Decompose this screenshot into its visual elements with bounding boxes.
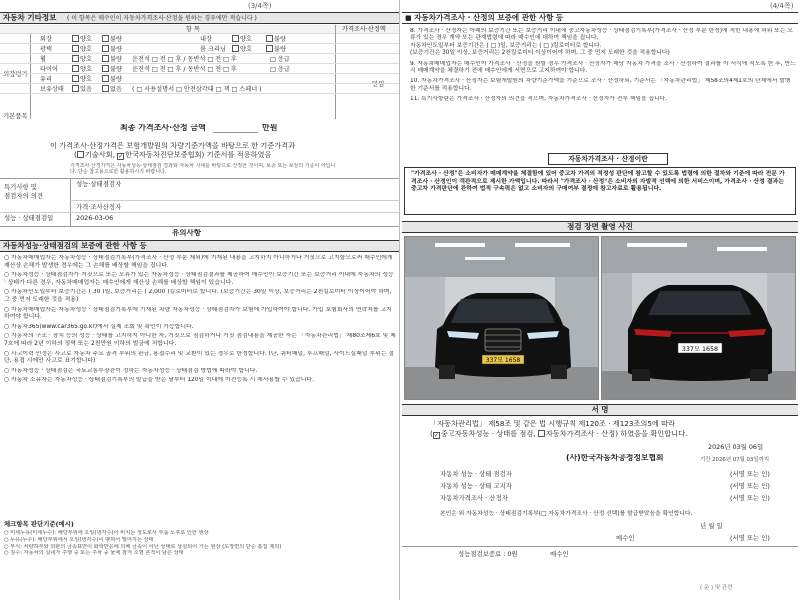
divider bbox=[402, 546, 798, 547]
bottom-note: ( 운 ) 및 관련 bbox=[700, 585, 733, 591]
row-label: 내장 bbox=[200, 36, 212, 43]
table-row bbox=[0, 45, 400, 54]
table-row bbox=[0, 85, 400, 94]
section-title-price-warranty bbox=[402, 12, 798, 24]
result-unit: 만원 bbox=[372, 80, 385, 88]
checkbox[interactable] bbox=[232, 35, 239, 42]
row-label: 보유상태 bbox=[40, 86, 64, 93]
year: 2026년 bbox=[708, 443, 731, 451]
price-paragraphs bbox=[410, 28, 796, 107]
checkbox[interactable] bbox=[266, 45, 273, 52]
checkbox[interactable] bbox=[72, 45, 79, 52]
buyer-label: 매수인 bbox=[616, 534, 635, 542]
section-title-warranty bbox=[0, 240, 400, 252]
license-plate: 337모 1658 bbox=[485, 357, 521, 364]
basis-option-2: 한국자동차진단보증협회) 기준서를 적용하였음 bbox=[125, 151, 272, 159]
page-number: (3/4쪽) bbox=[248, 2, 272, 10]
table-header bbox=[0, 25, 400, 34]
fine-print: 가격조사·산정가격은 자동차성능·상태점검 결과와 자동차 시세를 바탕으로 산정한 것이며, 보증 또는 보상의 기준이 아닙니다. 단순 참고용으로만 활용하시기 바랍니다. bbox=[70, 163, 336, 175]
table-row bbox=[0, 55, 400, 64]
paragraph: ○ 자동차성능 · 상태점검자가 거짓으로 또는 오류가 있는 자동차성능 · 상태점검결과를 제공하여 매수인이 보증기간 또는 보증거리 이내에 자동차의 성능 · 상태가 다른 경우, 자동차매매업자는 매수인에게 재산상 손해를 배상할 책임이 있습니다. bbox=[4, 272, 394, 286]
law-reference: 「자동차관리법」 제58조 및 같은 법 시행규칙 제120조 · 제123조의5에 따라 bbox=[430, 420, 676, 428]
checkbox-checked[interactable]: ✓ bbox=[433, 432, 439, 439]
confirmation-line: (✓ 중고자동차성능 · 상태를 점검, 자동차가격조사 · 산정) 하였음을 확인합니다. bbox=[430, 430, 688, 439]
license-plate: 337모 1658 bbox=[681, 346, 719, 353]
checkbox[interactable] bbox=[102, 65, 109, 72]
sign-date bbox=[708, 443, 763, 452]
total-unit: 만원 bbox=[262, 124, 278, 132]
checkbox[interactable] bbox=[102, 85, 109, 92]
urgent-option: □ 응급 bbox=[270, 66, 290, 73]
option-label: 양호 bbox=[80, 66, 92, 73]
basis-line-1: 이 가격조사·산정가격은 보험개발원의 차량기준가액을 바탕으로 한 기준가격과 bbox=[50, 142, 296, 150]
legend-item: ○ 누유(누수): 해당부위에서 오일(냉각수)이 맺혀서 떨어지는 상태 bbox=[4, 536, 154, 543]
divider bbox=[70, 200, 400, 201]
option-label: 양호 bbox=[240, 36, 252, 43]
info-box-text: "가격조사 · 산정"은 소비자가 매매계약을 체결함에 있어 중고차 가격의 적정성 판단에 참고할 수 있도록 법령에 의한 절차와 기준에 따라 전문 가격조사 · 산정인이 객관적으로 제시한 가액입니다. 따라서 "가격조사 · 산정"은 소비자의 자발적 선택에 의한 서비스이며, 가격조사 · 산정 결과는 중고차 가격판단에 관하여 법적 구속력은 없고 소비자의 구매여부 결정에 참고자료로 활용됩니다. bbox=[411, 171, 785, 192]
checkbox[interactable] bbox=[538, 430, 545, 437]
checkbox[interactable] bbox=[72, 35, 79, 42]
option-label: 불량 bbox=[274, 36, 286, 43]
inspection-photo-front bbox=[404, 236, 599, 400]
paragraph: ○ 자동차 소유자는 자동차성능 · 상태점검기록부의 발급을 받은 날부터 120일 이내에 이전등록 시 재사용할 수 있습니다. bbox=[4, 377, 314, 384]
table-row bbox=[0, 35, 400, 44]
inspection-date: 2026-03-06 bbox=[76, 214, 114, 222]
receipt-date-row: 년 월 일 bbox=[700, 522, 723, 530]
signature-field[interactable]: (서명 또는 인) bbox=[730, 470, 770, 478]
option-label: 있음 bbox=[80, 86, 92, 93]
section-title: 자동차성능·상태점검의 보증에 관한 사항 등 bbox=[3, 241, 147, 250]
option-label: 불량 bbox=[110, 56, 122, 63]
legend-title: 체크항목 판단기준(예시) bbox=[4, 520, 74, 528]
checkbox-checked[interactable]: ✓ bbox=[118, 153, 124, 160]
table-row bbox=[0, 75, 400, 84]
option-label: 불량 bbox=[110, 36, 122, 43]
checkbox[interactable] bbox=[232, 45, 239, 52]
receipt-note: 본인은 위 자동차성능 · 상태점검기록부(□ 자동차가격조사 · 산정 선택)를 발급받았음을 확인합니다. bbox=[440, 511, 693, 517]
section-title-vehicle-info bbox=[0, 12, 400, 24]
paragraph: ○ 자동차매매업자는 자동차성능 · 상태점검기록부(가격조사 · 산정 부분 제외)에 기재된 내용을 고지하지 아니하거나 거짓으로 고지함으로써 매수인에게 재산상 손해가 발생한 경우에는 그 손해를 배상할 책임을 집니다. bbox=[4, 255, 393, 269]
option-price: 자동차가격조사 · 산정) 하였음을 확인합니다. bbox=[545, 430, 688, 438]
paragraph: ○ 사고이력 인정은 사고로 자동차 주요 골격 부위의 판금, 용접수리 및 교환이 있는 경우로 한정합니다. (단, 쿼터패널, 루프패널, 사이드실패널 부위는 절단, 용접 시에만 사고로 표기합니다) bbox=[4, 350, 394, 365]
paragraph: 10. 자동차가격조사 · 산정자는 보험개발원의 차량기준가액을 기준으로 조사 · 산정하되, 기준서는 「자동차관리법」 제58조의4제1호의 단체에서 발행한 기준서를 적용합니다. bbox=[410, 78, 791, 92]
urgent-option: □ 응급 bbox=[270, 56, 290, 63]
inspection-photo-rear bbox=[601, 236, 796, 400]
square-bullet-icon: ■ bbox=[405, 14, 412, 22]
paragraph: ○ 자동차성능 · 상태점검은 국토교통부장관이 정하는 자동차성능 · 상태점검 방법에 따라야 합니다. bbox=[4, 367, 258, 374]
paragraph: ○ 자동차인도일부터 보증기간은 ( 30 )일, 보증거리는 ( 2,000 )킬로미터로 합니다. (보증기간은 30일 이상, 보증거리는 2천킬로미터 이상이어야 하며, 그 중 먼저 도래한 것을 적용) bbox=[4, 289, 392, 303]
group-label-appearance: 외장평가 bbox=[3, 70, 28, 78]
signature-section-title: 서 명 bbox=[402, 404, 798, 416]
signer-label: 자동차 성능 · 상태 점검자 bbox=[440, 470, 512, 478]
checkbox[interactable] bbox=[72, 75, 79, 82]
paragraph: 8. 가격조사 · 산정자는 아래의 보증기간 또는 보증거리 이내에 중고자동차성능 · 상태점검기록부(가격조사 · 산정 부분 한정)에 적힌 내용에 허위 또는 오류가 있는 경우 계약 또는 관계법령에 따라 매수인에 대하여 책임을 집니다. 자동차인도일부터 보증기간은 ( □ )일, 보증거리는 ( □ )킬로미터로 합니다. (보증기간은 30일 이상, 보증거리는 2천킬로미터 이상이어야 하며, 그 중 먼저 도래한 것을 적용합니다) bbox=[410, 28, 793, 57]
row-label: 광택 bbox=[40, 46, 52, 53]
legend-list bbox=[4, 530, 396, 557]
option-label: 불량 bbox=[110, 66, 122, 73]
checkbox[interactable] bbox=[102, 75, 109, 82]
paragraph: ○ 자동차매매업자는 자동차성능 · 상태점검기록부에 기재된 차량 자동차성능 · 상태점검자가 보험에 가입하여야 합니다. 가입 보험회사의 연락처를 고지하여야 합니다. bbox=[4, 306, 392, 321]
page-number: (4/4쪽) bbox=[770, 2, 794, 10]
option-label: 없음 bbox=[110, 86, 122, 93]
divider bbox=[0, 178, 400, 179]
option-label: 양호 bbox=[80, 46, 92, 53]
option-label: 양호 bbox=[80, 56, 92, 63]
option-label: 불량 bbox=[274, 46, 286, 53]
option-label: 불량 bbox=[110, 46, 122, 53]
total-label: 최종 가격조사·산정 금액 bbox=[120, 124, 206, 132]
checkbox[interactable] bbox=[77, 151, 84, 158]
association-name: (사)한국자동차공정정보협회 bbox=[566, 454, 664, 462]
checkbox[interactable] bbox=[102, 45, 109, 52]
basis-option-1: 기술사회, bbox=[84, 151, 115, 159]
legend-item: ○ 침수: 자동차의 실내가 주행 중 또는 주차 중 물에 잠겨 오염 흔적이 남은 상태 bbox=[4, 550, 184, 557]
row-label: 룸 크리닝 bbox=[200, 46, 226, 53]
checkbox[interactable] bbox=[266, 35, 273, 42]
signature-field[interactable]: (서명 또는 인) bbox=[730, 482, 770, 490]
divider bbox=[0, 226, 400, 227]
row-label: 외장 bbox=[40, 36, 52, 43]
signer-label: 자동차가격조사 · 산정자 bbox=[440, 494, 508, 502]
checkbox[interactable] bbox=[72, 85, 79, 92]
row-label: 타이어 bbox=[40, 66, 58, 73]
table-row bbox=[0, 65, 400, 74]
paragraph: ○ 자동차의 구조 · 장치 등의 성능 · 상태를 고지하지 아니한 자, 거짓으로 점검하거나 거짓 점검내용을 제공한 자는 「자동차관리법」 제80조제6호 및 제7호에 따라 2년 이하의 징역 또는 2천만원 이하의 벌금에 처합니다. bbox=[4, 333, 396, 347]
row-label: 휠 bbox=[40, 56, 46, 63]
legend-item: ○ 미세누유(미세누수): 해당부위에 오일(냉각수)이 비치는 정도로서 부품 노후로 인한 현상 bbox=[4, 530, 209, 536]
position-options: 운전석 □ 전 □ 후 / 동반석 □ 전 □ 후 bbox=[132, 56, 237, 63]
photo-section-title: 점검 장면 촬영 사진 bbox=[402, 221, 798, 233]
column-divider bbox=[70, 179, 71, 227]
paragraph: 9. 자동차매매업자는 매수인이 가격조사 · 산정을 원할 경우 가격조사 · 산정자가 해당 자동차 가격을 조사 · 산정하여 결과를 이 서식에 적도록 한 후, 반드시 매매계약을 체결하기 전에 매수인에게 서면으로 고지하여야 합니다. bbox=[410, 60, 796, 75]
amount-line bbox=[213, 132, 258, 133]
notice-title: 유의사항 bbox=[172, 229, 201, 237]
legend-item: ○ 부식: 차량하부와 외판의 금속표면이 화학반응에 의해 금속이 아닌 상태로 상실되어 가는 현상 (도장면의 단순 흠집 제외) bbox=[4, 543, 282, 550]
group-label-side: 기본품목 bbox=[3, 112, 28, 120]
inspection-date-label: 성능 · 상태점검일 bbox=[4, 214, 54, 222]
col-header-item: 항 목 bbox=[186, 26, 200, 33]
association-note: 기간 2026년 07월 03일까지 bbox=[700, 457, 770, 463]
section-title: 자동차 기타정보 bbox=[3, 13, 57, 22]
buyer-label-bottom: 매수인 bbox=[550, 550, 569, 558]
paragraph: ○ 자동차365(www.car365.go.kr)에서 실제 조회 및 확인이 가능합니다. bbox=[4, 323, 194, 330]
state-inspector-label: 성능·상태점검자 bbox=[76, 180, 122, 188]
checkbox[interactable] bbox=[72, 55, 79, 62]
info-box-title: 자동차가격조사 · 산정이란 bbox=[548, 153, 668, 165]
checkbox[interactable] bbox=[102, 35, 109, 42]
divider bbox=[0, 212, 400, 213]
info-box bbox=[404, 167, 796, 215]
equipment-options: ( □ 사용설명서 □ 안전삼각대 □ 잭 □ 스페너 ) bbox=[132, 86, 262, 93]
option-label: 양호 bbox=[80, 36, 92, 43]
option-label: 양호 bbox=[240, 46, 252, 53]
section-note: ( 이 항목은 매수인이 자동차가격조사·산정을 원하는 경우에만 적습니다 ) bbox=[66, 15, 257, 22]
row-label: 유리 bbox=[40, 76, 52, 83]
checkbox[interactable] bbox=[72, 65, 79, 72]
day: 06일 bbox=[748, 443, 764, 451]
assessor-label: 가격·조사산정자 bbox=[76, 203, 122, 211]
buyer-signature-field[interactable]: (서명 또는 인) bbox=[730, 534, 770, 542]
special-label: 특기사항 및 점검자의 의견 bbox=[4, 183, 44, 200]
signature-field[interactable]: (서명 또는 인) bbox=[730, 494, 770, 502]
paragraph: 11. 특기사항란은 가격조사 · 산정자의 의견을 적으며, 자동차가격조사 · 산정자가 전부 책임을 집니다. bbox=[410, 96, 668, 103]
right-page bbox=[400, 0, 800, 600]
col-header-result: 가격조사·산정액 bbox=[342, 26, 386, 33]
option-label: 불량 bbox=[110, 76, 122, 83]
warranty-paragraphs bbox=[4, 255, 396, 387]
option-inspection: 중고자동차성능 · 상태를 점검, bbox=[440, 430, 536, 438]
position-options: 운전석 □ 전 □ 후 / 동반석 □ 전 □ 후 bbox=[132, 66, 237, 73]
fee-label: 성능점검보증료 : 0원 bbox=[458, 550, 518, 558]
month: 03월 bbox=[732, 443, 747, 451]
option-label: 양호 bbox=[80, 76, 92, 83]
basis-line-2: ( 기술사회, ✓ 한국자동차진단보증협회) 기준서를 적용하였음 bbox=[74, 151, 272, 160]
section-title: 자동차가격조사 · 산정의 보증에 관한 사항 등 bbox=[414, 13, 564, 22]
signer-label: 자동차 성능 · 상태 고지자 bbox=[440, 482, 512, 490]
checkbox[interactable] bbox=[102, 55, 109, 62]
